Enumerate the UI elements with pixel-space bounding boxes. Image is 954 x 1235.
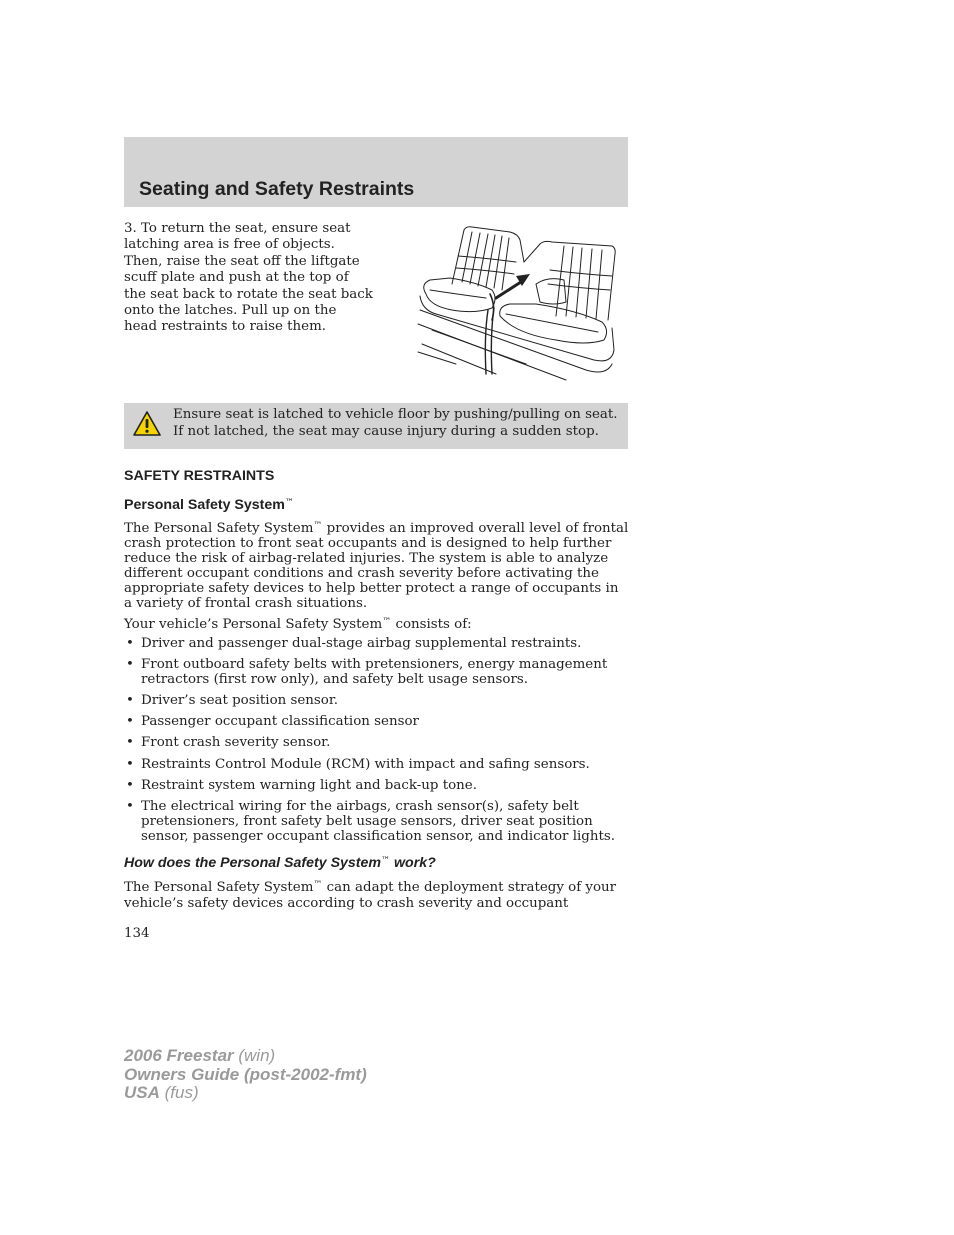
intro-line: latching area is free of objects.: [124, 237, 335, 253]
list-item-text: Driver’s seat position sensor.: [141, 693, 339, 709]
bullet-icon: •: [126, 777, 134, 793]
list-item: [124, 799, 630, 844]
list-item: [124, 657, 630, 687]
subheading-text: Personal Safety System: [124, 497, 285, 513]
footer-line: [124, 1047, 367, 1066]
paragraph-rest: provides an improved overall level of frontal crash protection to front seat occupants and is designed to help further reduce the risk of airbag-related injuries. The system is able to analyze different occupant conditions and crash severity before activating the appropriate safety devices to help better protect a range of occupants in a variety of frontal crash situations.: [124, 521, 629, 612]
list-item-text: Restraints Control Module (RCM) with impact and safing sensors.: [141, 756, 590, 772]
footer-line: [124, 1084, 367, 1103]
warning-triangle-icon: [133, 410, 161, 438]
paragraph-lead: Your vehicle’s Personal Safety System: [124, 617, 383, 632]
bullet-icon: •: [126, 756, 134, 772]
list-item: [124, 757, 630, 772]
intro-line: head restraints to raise them.: [124, 319, 327, 335]
trademark-mark: ™: [284, 498, 294, 508]
list-item: [124, 693, 630, 708]
intro-line: Then, raise the seat off the liftgate: [124, 253, 360, 269]
bullet-icon: •: [126, 657, 134, 673]
trademark-mark: ™: [313, 521, 323, 531]
footer-model-code: (win): [233, 1046, 276, 1065]
footer-model: 2006 Freestar: [124, 1046, 234, 1065]
section-header-band: [124, 137, 628, 207]
question-heading: [124, 855, 436, 871]
document-footer: [124, 1047, 367, 1103]
paragraph-intro: [124, 519, 630, 612]
components-list: [124, 636, 630, 850]
footer-market: USA: [124, 1083, 160, 1102]
intro-line: scuff plate and push at the top of: [124, 270, 349, 286]
page-number: 134: [124, 926, 150, 941]
list-item-text: Front outboard safety belts with pretensioners, energy management retractors (first row only), and safety belt usage sensors.: [141, 657, 608, 688]
intro-paragraph: [124, 221, 394, 336]
subheading: [124, 497, 294, 513]
question-rest: work?: [390, 855, 436, 871]
bullet-icon: •: [126, 636, 134, 651]
list-item: [124, 636, 630, 651]
list-item: [124, 778, 630, 793]
paragraph-adapt: [124, 877, 630, 912]
trademark-mark: ™: [382, 617, 392, 627]
bullet-icon: •: [126, 735, 134, 751]
paragraph-rest: consists of:: [391, 617, 472, 632]
warning-text: [173, 407, 625, 440]
intro-line: the seat back to rotate the seat back: [124, 286, 373, 302]
intro-line: onto the latches. Pull up on the: [124, 303, 337, 319]
list-item: [124, 714, 630, 729]
section-heading: SAFETY RESTRAINTS: [124, 468, 275, 484]
warning-line: If not latched, the seat may cause injury during a sudden stop.: [173, 423, 599, 439]
list-item-text: Restraint system warning light and back-up tone.: [141, 777, 477, 793]
list-item-text: Driver and passenger dual-stage airbag supplemental restraints.: [141, 636, 582, 651]
footer-line: [124, 1066, 367, 1085]
paragraph-lead: The Personal Safety System: [124, 521, 314, 536]
list-item-text: Passenger occupant classification sensor: [141, 714, 419, 730]
list-item-text: The electrical wiring for the airbags, crash sensor(s), safety belt pretensioners, front safety belt usage sensors, driver seat position sensor, passenger occupant classification sensor, and indicator lights.: [141, 798, 615, 844]
trademark-mark: ™: [381, 856, 391, 866]
bullet-icon: •: [126, 693, 134, 709]
intro-line: 3. To return the seat, ensure seat: [124, 221, 351, 236]
list-item-text: Front crash severity sensor.: [141, 735, 331, 751]
paragraph-rest: can adapt the deployment strategy of your vehicle’s safety devices according to crash severity and occupant: [124, 880, 617, 911]
question-lead: How does the Personal Safety System: [124, 855, 382, 871]
footer-market-code: (fus): [159, 1083, 199, 1102]
paragraph-consists: [124, 615, 630, 632]
list-item: [124, 735, 630, 750]
section-title: Seating and Safety Restraints: [139, 178, 415, 200]
warning-line: Ensure seat is latched to vehicle floor by pushing/pulling on seat.: [173, 407, 618, 422]
footer-guide: Owners Guide (post-2002-fmt): [124, 1064, 367, 1084]
warning-box: [124, 403, 628, 449]
paragraph-lead: The Personal Safety System: [124, 880, 314, 895]
trademark-mark: ™: [313, 880, 323, 890]
bullet-icon: •: [126, 798, 134, 814]
rear-seat-illustration: [416, 224, 618, 384]
bullet-icon: •: [126, 714, 134, 730]
